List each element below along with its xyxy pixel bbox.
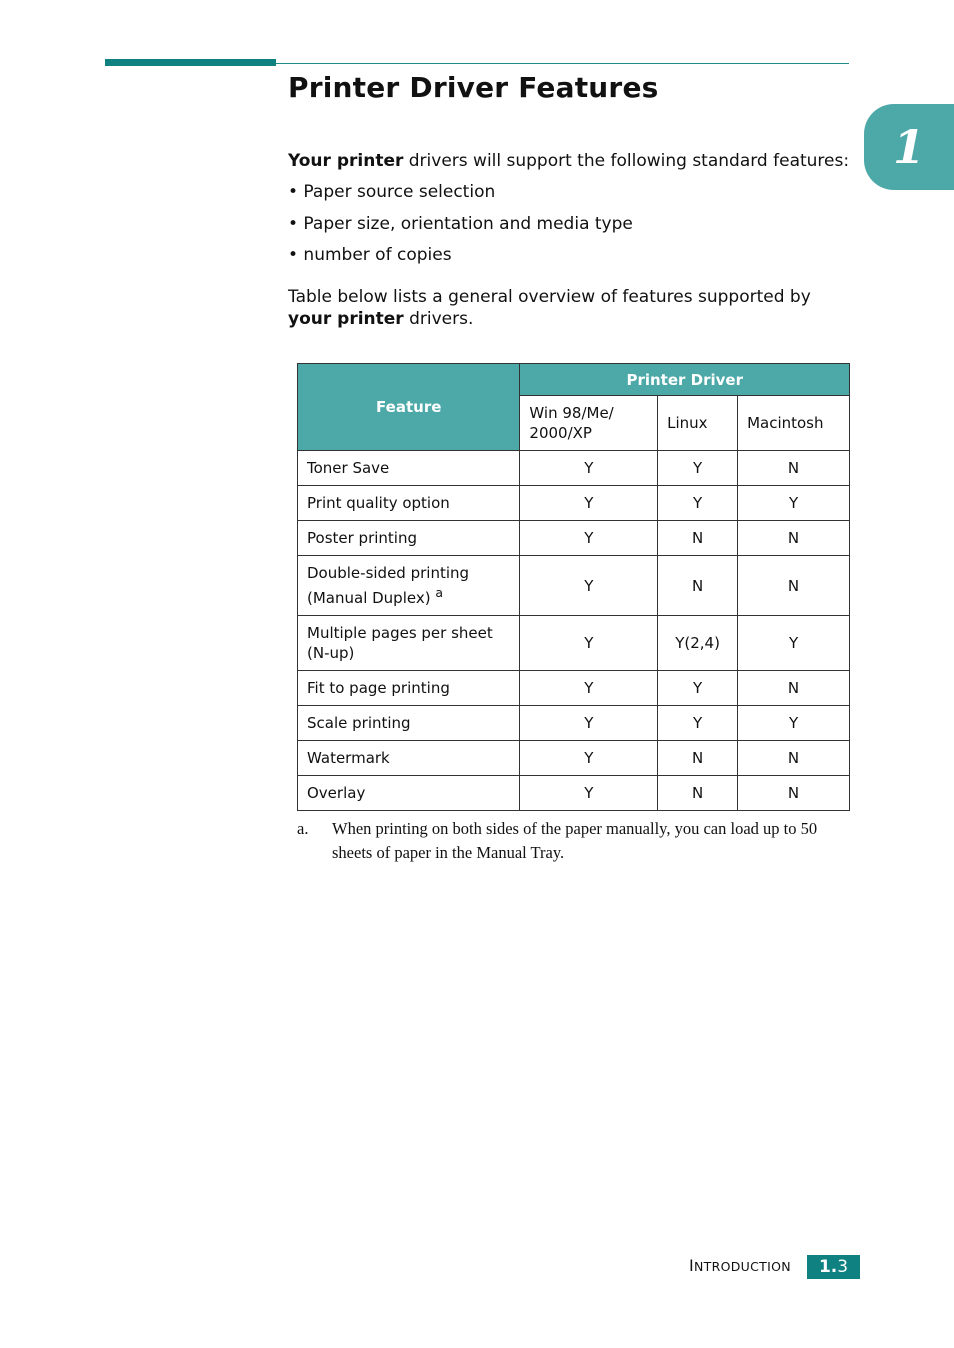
win-cell: Y <box>520 486 658 521</box>
footnote-mark: a <box>435 585 444 600</box>
table-row <box>298 556 850 616</box>
linux-cell: Y <box>658 451 738 486</box>
linux-cell: N <box>658 776 738 811</box>
win-cell: Y <box>520 556 658 616</box>
os-header-win: Win 98/Me/ 2000/XP <box>520 396 658 451</box>
feature-cell: Watermark <box>298 741 520 776</box>
feature-cell: Scale printing <box>298 706 520 741</box>
table-row <box>298 776 850 811</box>
win-cell: Y <box>520 706 658 741</box>
chapter-tab <box>864 104 954 190</box>
footer-section-name <box>689 1256 791 1275</box>
section-rest: NTRODUCTION <box>694 1259 791 1274</box>
footnote-text: When printing on both sides of the paper manually, you can load up to 50 sheets of paper in the Manual Tray. <box>332 819 818 862</box>
table-row <box>298 671 850 706</box>
feature-cell: Multiple pages per sheet (N-up) <box>298 616 520 671</box>
linux-cell: N <box>658 556 738 616</box>
win-cell: Y <box>520 776 658 811</box>
page-number: 3 <box>837 1257 849 1277</box>
intro-bold: Your printer <box>288 151 404 171</box>
table-row <box>298 741 850 776</box>
overview-after: drivers. <box>403 309 474 329</box>
intro-paragraph <box>288 150 850 172</box>
linux-cell: Y <box>658 706 738 741</box>
feature-cell: Toner Save <box>298 451 520 486</box>
footnote-letter: a. <box>297 819 309 838</box>
features-table <box>297 363 850 811</box>
table-row <box>298 521 850 556</box>
linux-cell: N <box>658 521 738 556</box>
linux-cell: N <box>658 741 738 776</box>
section-initial: I <box>689 1256 695 1275</box>
mac-cell: N <box>738 451 850 486</box>
win-cell: Y <box>520 741 658 776</box>
overview-bold: your printer <box>288 309 404 329</box>
os-header-linux: Linux <box>658 396 738 451</box>
page-title: Printer Driver Features <box>288 71 659 104</box>
mac-cell: N <box>738 671 850 706</box>
feature-cell: Overlay <box>298 776 520 811</box>
driver-header: Printer Driver <box>520 364 850 396</box>
mac-cell: N <box>738 521 850 556</box>
table-row <box>298 451 850 486</box>
mac-cell: N <box>738 776 850 811</box>
table-row <box>298 706 850 741</box>
chapter-number: 1 <box>892 120 925 174</box>
win-cell: Y <box>520 671 658 706</box>
page-number-box <box>807 1255 860 1279</box>
mac-cell: N <box>738 741 850 776</box>
overview-text: Table below lists a general overview of features supported by <box>288 287 811 307</box>
table-row <box>298 486 850 521</box>
bullet-item: • Paper size, orientation and media type <box>288 213 633 234</box>
feature-cell: Fit to page printing <box>298 671 520 706</box>
table-footnote <box>297 817 837 865</box>
feature-header: Feature <box>298 364 520 451</box>
feature-cell: Poster printing <box>298 521 520 556</box>
bullet-item: • Paper source selection <box>288 182 496 202</box>
table-row <box>298 616 850 671</box>
mac-cell: N <box>738 556 850 616</box>
feature-cell: Print quality option <box>298 486 520 521</box>
chapter-label: 1. <box>818 1257 838 1277</box>
win-cell: Y <box>520 521 658 556</box>
overview-paragraph <box>288 286 850 330</box>
header-rule-thin <box>276 63 849 64</box>
win-cell: Y <box>520 616 658 671</box>
body-text <box>288 150 850 330</box>
header-rule-thick <box>105 59 276 66</box>
mac-cell: Y <box>738 706 850 741</box>
linux-cell: Y(2,4) <box>658 616 738 671</box>
feature-text: Double-sided printing (Manual Duplex) <box>307 564 470 607</box>
feature-cell <box>298 556 520 616</box>
win-cell: Y <box>520 451 658 486</box>
linux-cell: Y <box>658 671 738 706</box>
linux-cell: Y <box>658 486 738 521</box>
bullet-item: • number of copies <box>288 245 452 265</box>
mac-cell: Y <box>738 616 850 671</box>
intro-rest: drivers will support the following standard features: <box>403 151 850 171</box>
os-header-mac: Macintosh <box>738 396 850 451</box>
mac-cell: Y <box>738 486 850 521</box>
